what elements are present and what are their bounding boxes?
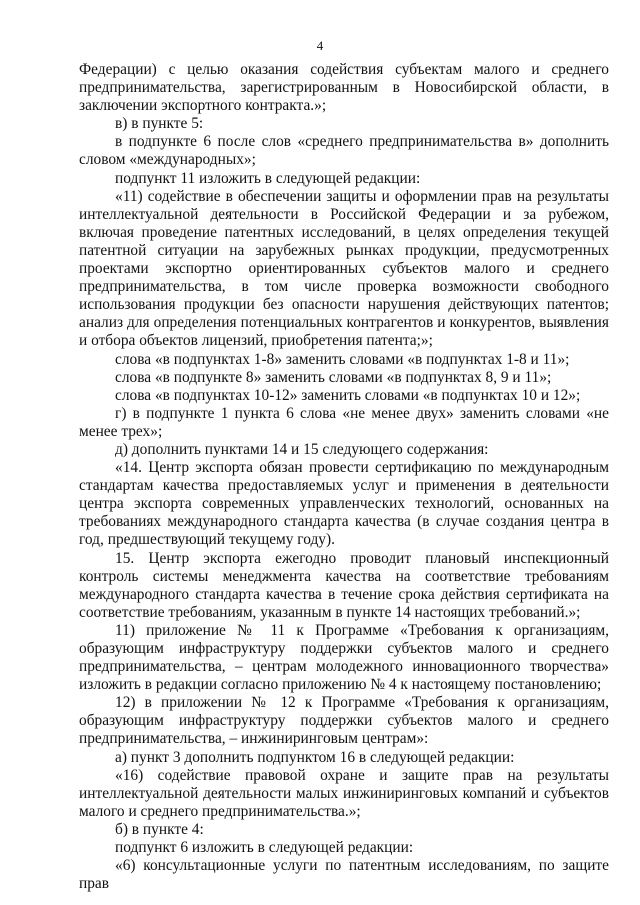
paragraph: б) в пункте 4: [115, 820, 204, 838]
paragraph: слова «в подпункте 8» заменить словами «в подпунктах 8, 9 и 11»; [115, 368, 552, 386]
paragraph: в) в пункте 5: [115, 115, 204, 133]
document-body [79, 61, 609, 893]
paragraph: подпункт 6 изложить в следующей редакции: [115, 839, 414, 857]
paragraph: 12) в приложении № 12 к Программе «Требования к организациям, образующим инфраструктуру поддержки субъектов малого и среднего предпринимательства, – инжиниринговым центрам»: [79, 694, 609, 748]
paragraph: 11) приложение № 11 к Программе «Требования к организациям, образующим инфраструктуру поддержки субъектов малого и среднего предпринимательства, – центрам молодежного инновационного творчества» изложить в редакции согласно приложению № 4 к настоящему постановлению; [79, 621, 609, 694]
paragraph: а) пункт 3 дополнить подпунктом 16 в следующей редакции: [115, 748, 515, 766]
paragraph: «6) консультационные услуги по патентным исследованиям, по защите прав [79, 857, 609, 893]
paragraph: д) дополнить пунктами 14 и 15 следующего содержания: [115, 440, 489, 458]
paragraph: 15. Центр экспорта ежегодно проводит плановый инспекционный контроль системы менеджмента качества на соответствие требованиям международного стандарта качества в течение срока действия сертификата на соответствие требованиям, указанным в пункте 14 настоящих требований.»; [79, 549, 609, 621]
paragraph: подпункт 11 изложить в следующей редакции: [115, 169, 421, 187]
paragraph: Федерации) с целью оказания содействия субъектам малого и среднего предпринимательства, зарегистрированным в Новосибирской области, в заключении экспортного контракта.»; [79, 61, 609, 115]
paragraph: слова «в подпунктах 1-8» заменить словами «в подпунктах 1-8 и 11»; [115, 350, 570, 368]
paragraph: г) в подпункте 1 пункта 6 слова «не менее двух» заменить словами «не менее трех»; [79, 404, 609, 440]
paragraph: в подпункте 6 после слов «среднего предпринимательства в» дополнить словом «международных»; [79, 133, 609, 169]
paragraph: «14. Центр экспорта обязан провести сертификацию по международным стандартам качества предоставляемых услуг и применения в деятельности центра экспорта современных управленческих технологий, основанных на требованиях международного стандарта качества (в случае создания центра в год, предшествующий текущему году). [79, 459, 609, 549]
paragraph: слова «в подпунктах 10-12» заменить словами «в подпунктах 10 и 12»; [115, 386, 581, 404]
paragraph: «11) содействие в обеспечении защиты и оформлении прав на результаты интеллектуальной деятельности в Российской Федерации и за рубежом, включая проведение патентных исследований, в целях определения текущей патентной ситуации на зарубежных рынках продукции, предусмотренных проектами экспортно ориентированных субъектов малого и среднего предпринимательства, в том числе проверка возможности свободного использования продукции без опасности нарушения действующих патентов; анализ для определения потенциальных контрагентов и конкурентов, выявления и отбора объектов лицензий, приобретения патента;»; [79, 187, 609, 350]
paragraph: «16) содействие правовой охране и защите прав на результаты интеллектуальной деятельности малых инжиниринговых компаний и субъектов малого и среднего предпринимательства.»; [79, 766, 609, 820]
page-number: 4 [316, 38, 324, 53]
